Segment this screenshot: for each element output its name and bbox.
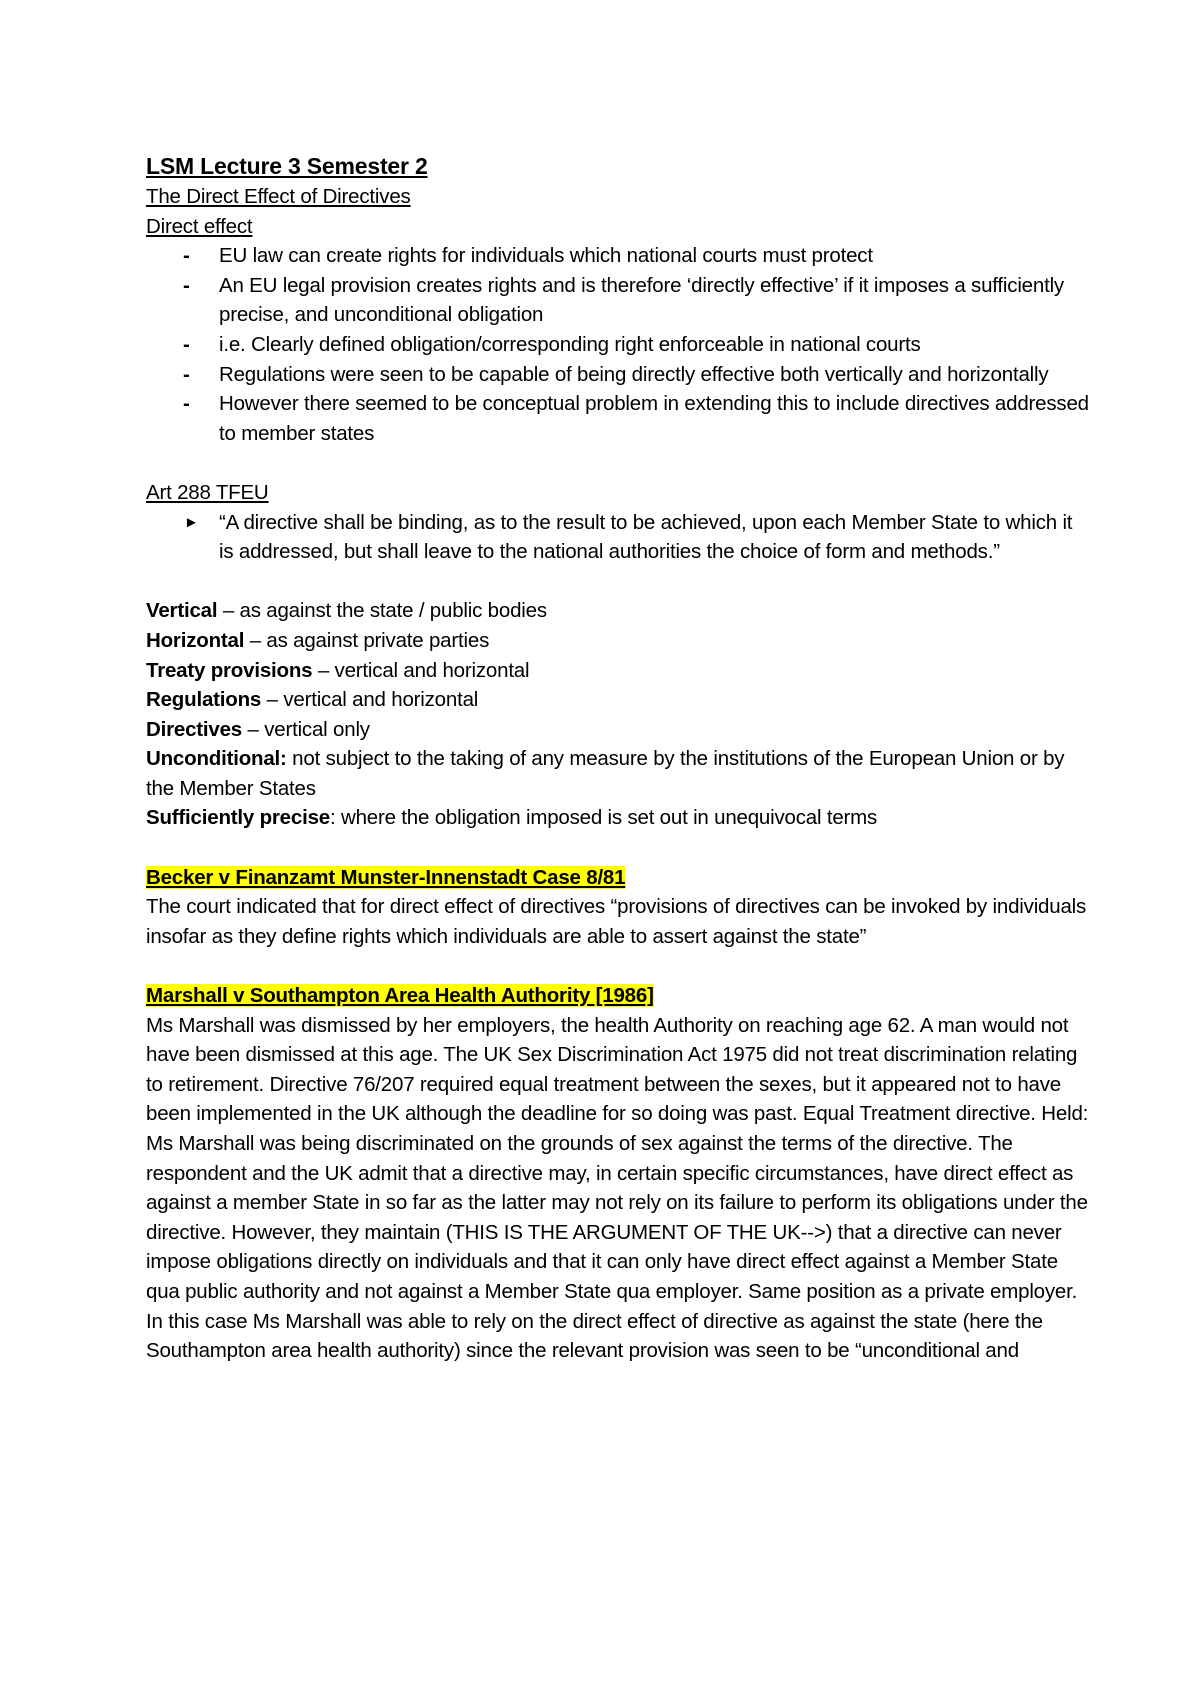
direct-effect-heading: Direct effect — [146, 214, 253, 238]
definitions-block — [146, 596, 1090, 833]
art288-heading: Art 288 TFEU — [146, 480, 269, 504]
spacer — [146, 951, 1090, 981]
definition-text: : where the obligation imposed is set out in unequivocal terms — [329, 806, 878, 830]
direct-effect-list — [146, 241, 1090, 448]
definition-term: Directives — [146, 717, 243, 741]
list-item: - However there seemed to be conceptual problem in extending this to include directives addressed to member states — [146, 389, 1090, 448]
art288-list — [146, 508, 1090, 567]
definition-vertical — [146, 596, 1090, 626]
case-body-becker: The court indicated that for direct effect of directives “provisions of directives can be invoked by individuals insofar as they define rights which individuals are able to assert against the state” — [146, 895, 1087, 948]
spacer — [146, 833, 1090, 863]
definition-term: Regulations — [146, 688, 262, 712]
definition-term: Horizontal — [146, 628, 245, 652]
definition-term: Unconditional: — [146, 747, 287, 771]
definition-term: Treaty provisions — [146, 658, 313, 682]
definition-text: – vertical and horizontal — [261, 688, 479, 712]
definition-treaty-provisions — [146, 656, 1090, 686]
case-title-line — [146, 863, 1090, 893]
art288-quote: “A directive shall be binding, as to the result to be achieved, upon each Member State to which it is addressed, but shall leave to the national authorities the choice of form and methods.” — [219, 510, 1073, 564]
case-body-marshall: Ms Marshall was dismissed by her employers, the health Authority on reaching age 62. A man would not have been dismissed at this age. The UK Sex Discrimination Act 1975 did not treat discrimination relating to retirement. Directive 76/207 required equal treatment between the sexes, but it appeared not to have been implemented in the UK although the deadline for so doing was past. Equal Treatment directive. Held: Ms Marshall was being discriminated on the grounds of sex against the terms of the directive. The respondent and the UK admit that a directive may, in certain specific circumstances, have direct effect as against a member State in so far as the latter may not rely on its failure to perform its obligations under the directive. However, they maintain (THIS IS THE ARGUMENT OF THE UK-->) that a directive can never impose obligations directly on individuals and that it can only have direct effect against a Member State qua public authority and not against a Member State qua employer. Same position as a private employer. In this case Ms Marshall was able to rely on the direct effect of directive as against the state (here the Southampton area health authority) since the relevant provision was seen to be “unconditional and — [146, 1013, 1089, 1363]
definition-term: Sufficiently precise — [146, 806, 330, 830]
list-item: - EU law can create rights for individuals which national courts must protect — [146, 241, 1090, 271]
definition-text: – vertical only — [242, 717, 370, 741]
definition-text: – as against private parties — [244, 628, 490, 652]
definition-horizontal — [146, 626, 1090, 656]
definition-unconditional — [146, 744, 1090, 803]
definition-term: Vertical — [146, 599, 218, 623]
list-item: - i.e. Clearly defined obligation/corresponding right enforceable in national courts — [146, 330, 1090, 360]
definition-directives — [146, 715, 1090, 745]
definition-regulations — [146, 685, 1090, 715]
definition-text: not subject to the taking of any measure by the institutions of the European Union or by the Member States — [146, 747, 1065, 800]
case-title-becker: Becker v Finanzamt Munster-Innenstadt Case 8/81 — [146, 865, 626, 889]
case-title-marshall: Marshall v Southampton Area Health Authority [1986] — [146, 984, 654, 1008]
spacer — [146, 448, 1090, 478]
list-item: - An EU legal provision creates rights and is therefore ‘directly effective’ if it imposes a sufficiently precise, and unconditional obligation — [146, 271, 1090, 330]
list-item: - Regulations were seen to be capable of being directly effective both vertically and horizontally — [146, 360, 1090, 390]
spacer — [146, 567, 1090, 597]
definition-sufficiently-precise — [146, 803, 1090, 833]
definition-text: – vertical and horizontal — [312, 658, 530, 682]
definition-text: – as against the state / public bodies — [217, 599, 547, 623]
document-title: LSM Lecture 3 Semester 2 — [146, 153, 428, 179]
list-item — [146, 508, 1090, 567]
case-title-line — [146, 981, 1090, 1011]
triangle-bullet-icon: ► — [184, 513, 199, 531]
document-subtitle: The Direct Effect of Directives — [146, 185, 411, 208]
